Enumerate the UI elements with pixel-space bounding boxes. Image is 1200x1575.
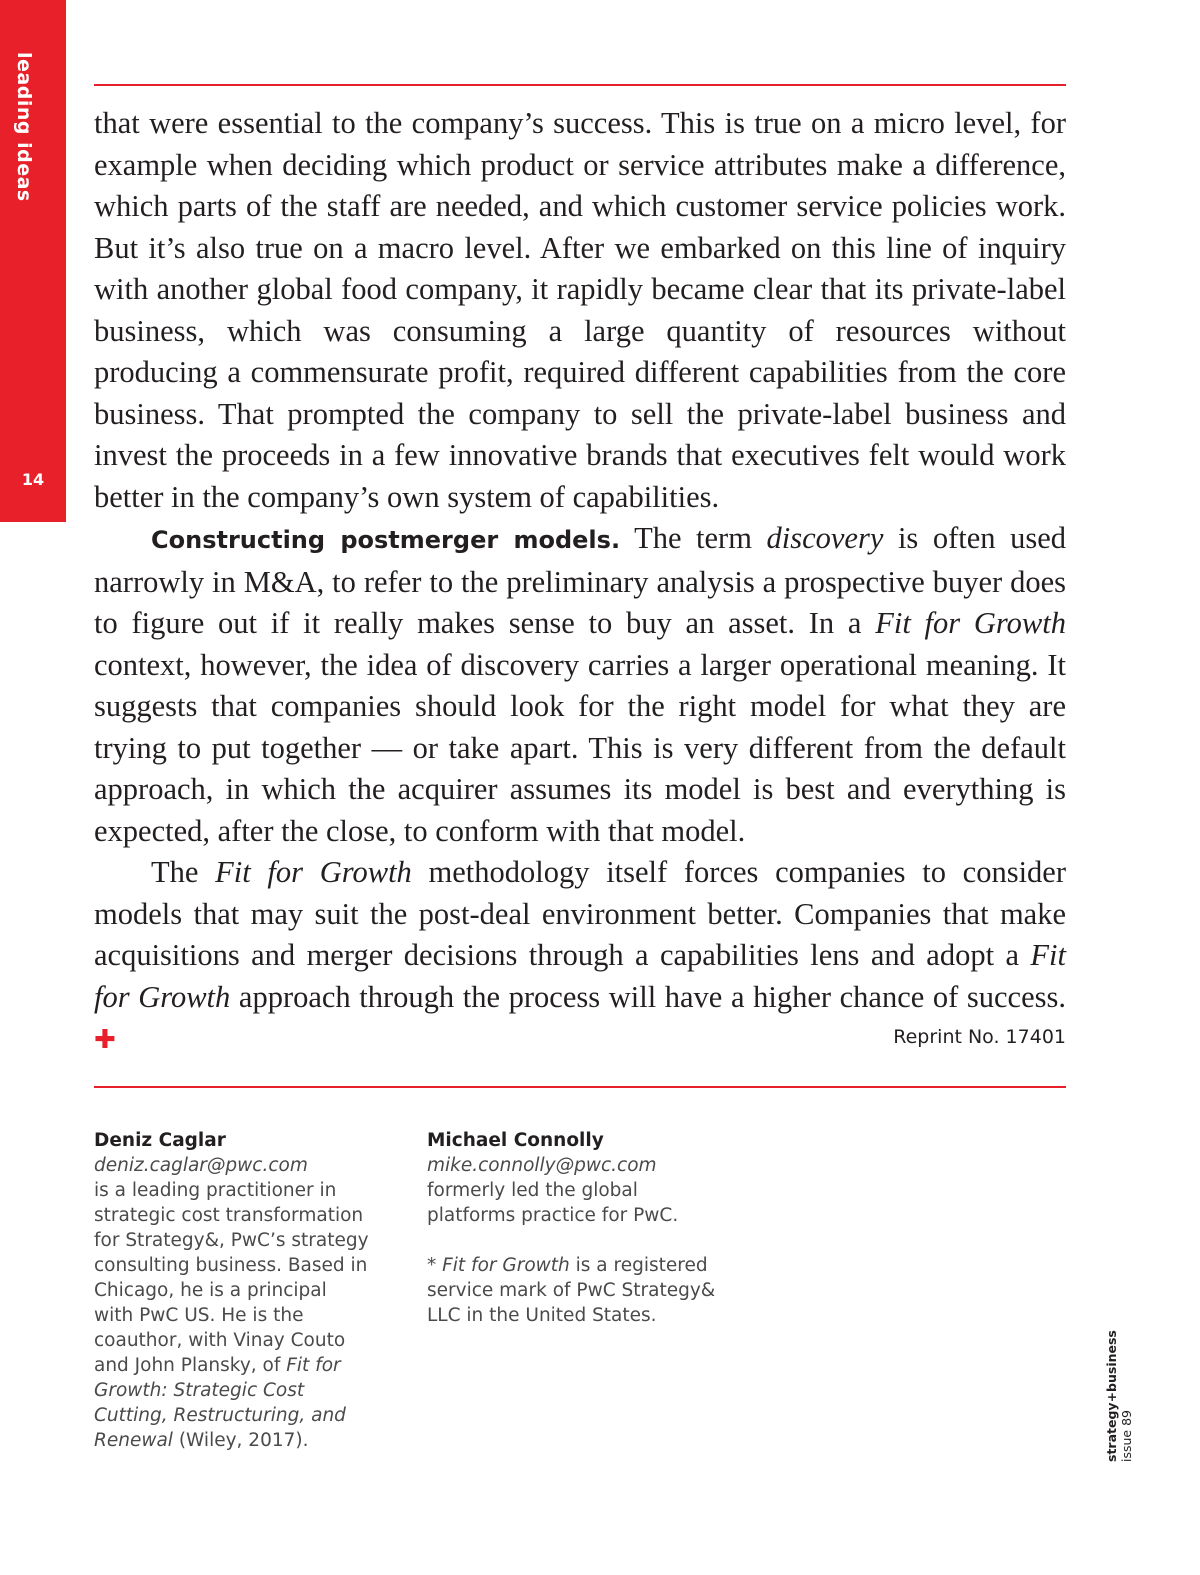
bottom-divider [94, 1086, 1066, 1088]
end-mark-icon: ✚ [94, 1025, 116, 1055]
publication-footer [1104, 1310, 1134, 1462]
italic-term: discovery [766, 521, 884, 555]
page-number: 14 [21, 470, 45, 489]
book-title: Fit for Growth: Strategic Cost Cutting, Restructuring, and Renewal [94, 1355, 346, 1451]
paragraph-2 [94, 518, 1066, 852]
note-text: is a registered service mark of PwC Strategy& LLC in the United States. [427, 1255, 716, 1326]
italic-term: Fit for Growth [94, 938, 1066, 1014]
author-name: Michael Connolly [427, 1130, 604, 1151]
author-bio-left [94, 1128, 369, 1453]
paragraph-1: that were essential to the company’s success. This is true on a micro level, for example when deciding which product or service attributes make a difference, which parts of the staff are needed, and which customer service policies work. But it’s also true on a macro level. After we embarked on this line of inquiry with another global food company, it rapidly became clear that its private-label business, which was consuming a large quantity of resources without producing a commensurate profit, required different capabilities from the core business. That prompted the company to sell the private-label business and invest the proceeds in a few innovative brands that executives felt would work better in the company’s own system of capabilities. [94, 106, 1066, 514]
text-run: context, however, the idea of discovery carries a larger operational meaning. It suggests that companies should look for the right model for what they are trying to put together — or take apart. This is very different from the default approach, in which the acquirer assumes its model is best and everything is expected, after the close, to conform with that model. [94, 647, 1066, 848]
author-email[interactable]: deniz.caglar@pwc.com [94, 1155, 308, 1176]
publication-name: strategy+business [1104, 1330, 1119, 1462]
author-bio-right [427, 1128, 727, 1328]
italic-term: Fit for Growth [875, 606, 1066, 640]
author-email[interactable]: mike.connolly@pwc.com [427, 1155, 657, 1176]
author-name: Deniz Caglar [94, 1130, 226, 1151]
author-bio-text: (Wiley, 2017). [172, 1430, 309, 1451]
author-bio-text: formerly led the global platforms practice for PwC. [427, 1180, 679, 1226]
reprint-number: Reprint No. 17401 [893, 1026, 1066, 1048]
text-run: methodology itself forces companies to consider models that may suit the post-deal environment better. Companies that make acquisitions and merger decisions through a capabilities lens and adopt a [94, 855, 1066, 972]
text-run: approach through the process will have a higher chance of success. [230, 979, 1066, 1014]
trademark-note [427, 1253, 727, 1328]
section-label: leading ideas [13, 52, 35, 202]
italic-term: Fit for Growth [215, 855, 412, 889]
article-body [94, 103, 1066, 1062]
text-run: The term [620, 521, 767, 555]
text-run: is often used narrowly in M&A, to refer to the preliminary analysis a prospective buyer does to figure out if it really makes sense to buy an asset. In a [94, 521, 1066, 640]
text-run: The [151, 855, 216, 889]
author-bio-text: is a leading practitioner in strategic cost transformation for Strategy&, PwC’s strategy consulting business. Based in Chicago, he is a principal with PwC US. He is the coauthor, with Vinay Couto and John Plansky, of [94, 1180, 369, 1376]
italic-term: Fit for Growth [442, 1255, 570, 1276]
note-asterisk: * [427, 1255, 443, 1276]
top-divider [94, 84, 1066, 86]
section-tab [0, 0, 66, 522]
issue-number: issue 89 [1119, 1410, 1134, 1462]
section-heading: Constructing postmerger models. [151, 526, 621, 554]
